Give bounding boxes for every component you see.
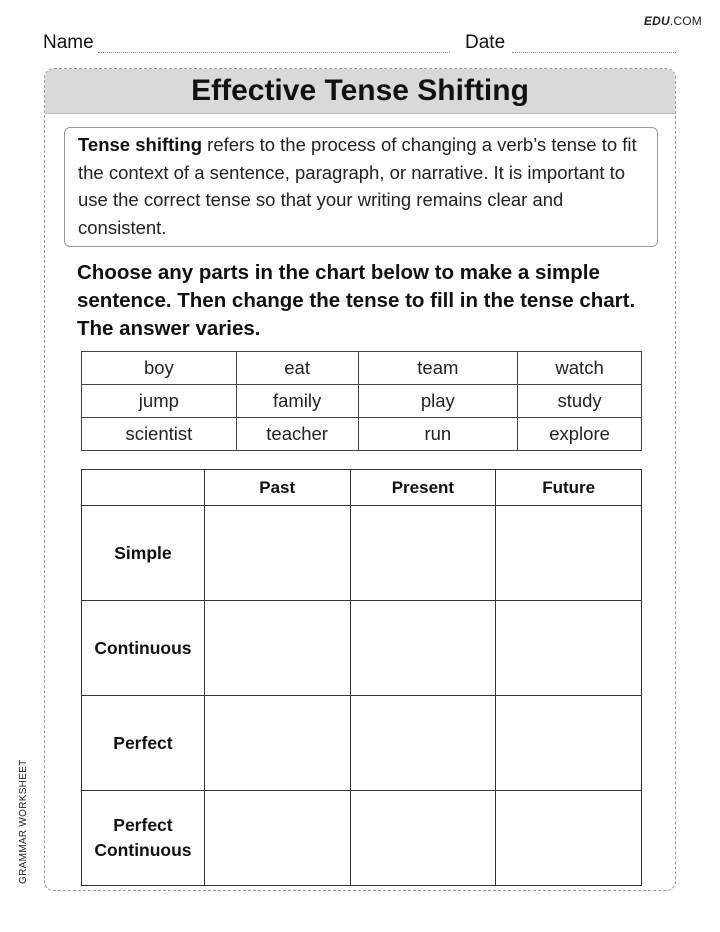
- date-line[interactable]: [512, 52, 676, 53]
- answer-cell[interactable]: [350, 506, 496, 601]
- column-header-present: Present: [350, 470, 496, 506]
- answer-cell[interactable]: [204, 696, 350, 791]
- page-title: Effective Tense Shifting: [191, 74, 529, 107]
- table-row: [82, 601, 642, 696]
- edu-logo: [644, 14, 702, 28]
- logo-suffix: .COM: [669, 14, 702, 28]
- title-bar: [45, 69, 675, 114]
- word-cell: explore: [518, 418, 642, 451]
- worksheet-card: [44, 68, 676, 891]
- answer-cell[interactable]: [496, 506, 642, 601]
- word-cell: watch: [518, 352, 642, 385]
- word-bank-table: [81, 351, 642, 451]
- side-label: GRAMMAR WORKSHEET: [18, 759, 29, 884]
- definition-text: refers to the process of changing a verb’s tense to fit the context of a sentence, paragraph, or narrative. It is important to use the correct tense so that your writing remains clear and consistent.: [78, 134, 637, 238]
- answer-cell[interactable]: [204, 506, 350, 601]
- instructions: Choose any parts in the chart below to make a simple sentence. Then change the tense to fill in the tense chart. The answer varies.: [77, 261, 636, 340]
- row-header-perfect: Perfect: [82, 696, 205, 791]
- tense-chart-table: [81, 469, 642, 886]
- word-cell: scientist: [82, 418, 237, 451]
- logo-brand: EDU: [643, 14, 670, 28]
- word-cell: eat: [236, 352, 358, 385]
- column-header-past: Past: [204, 470, 350, 506]
- definition-term: Tense shifting: [78, 134, 203, 155]
- answer-cell[interactable]: [496, 696, 642, 791]
- table-row: [82, 385, 642, 418]
- word-cell: boy: [82, 352, 237, 385]
- answer-cell[interactable]: [350, 601, 496, 696]
- answer-cell[interactable]: [496, 601, 642, 696]
- date-label: Date: [465, 32, 506, 53]
- corner-cell: [82, 470, 205, 506]
- table-row: [82, 791, 642, 886]
- table-row: [82, 418, 642, 451]
- name-label: Name: [43, 32, 94, 53]
- row-header-continuous: Continuous: [82, 601, 205, 696]
- answer-cell[interactable]: [350, 791, 496, 886]
- word-cell: jump: [82, 385, 237, 418]
- table-row: [82, 506, 642, 601]
- word-cell: study: [518, 385, 642, 418]
- tense-header-row: [82, 470, 642, 506]
- column-header-future: Future: [496, 470, 642, 506]
- name-line[interactable]: [98, 52, 450, 53]
- row-header-perfect-continuous: Perfect Continuous: [82, 791, 205, 886]
- word-cell: play: [358, 385, 518, 418]
- answer-cell[interactable]: [496, 791, 642, 886]
- table-row: [82, 352, 642, 385]
- answer-cell[interactable]: [350, 696, 496, 791]
- word-cell: team: [358, 352, 518, 385]
- definition-box: [64, 127, 658, 247]
- word-cell: family: [236, 385, 358, 418]
- table-row: [82, 696, 642, 791]
- word-cell: run: [358, 418, 518, 451]
- row-header-simple: Simple: [82, 506, 205, 601]
- answer-cell[interactable]: [204, 601, 350, 696]
- answer-cell[interactable]: [204, 791, 350, 886]
- word-cell: teacher: [236, 418, 358, 451]
